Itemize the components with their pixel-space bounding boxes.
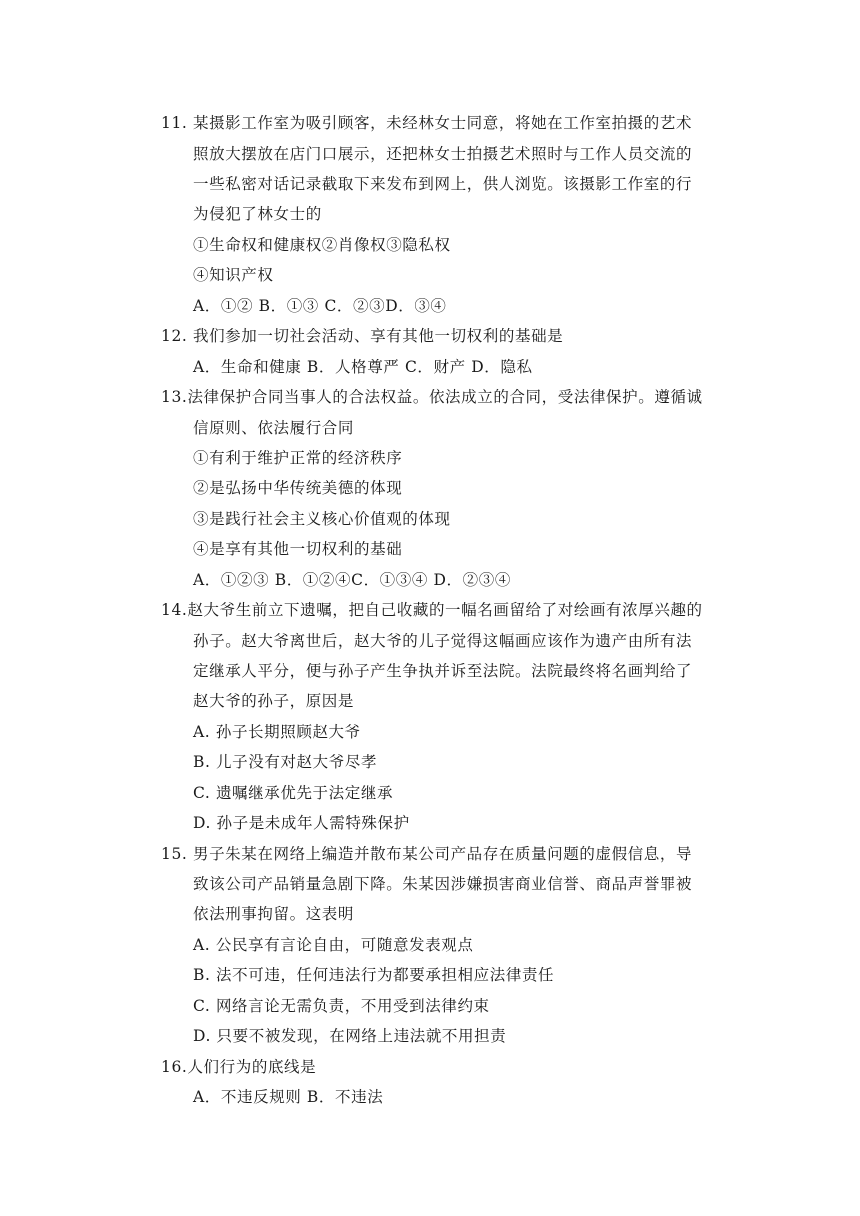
question-13-options: A．①②③ B．①②④C．①③④ D．②③④ [193,571,511,589]
question-16-stem: 16.人们行为的底线是 [161,1058,317,1076]
question-14-stem-line-3: 定继承人平分，便与孙子产生争执并诉至法院。法院最终将名画判给了 [193,662,693,680]
question-12-options: A．生命和健康 B．人格尊严 C．财产 D．隐私 [193,358,533,376]
question-11-stem-line-1: 11. 某摄影工作室为吸引顾客，未经林女士同意，将她在工作室拍摄的艺术 [161,114,693,132]
question-14-stem-line-2: 孙子。赵大爷离世后，赵大爷的儿子觉得这幅画应该作为遗产由所有法 [193,632,693,650]
question-14-option-a: A. 孙子长期照顾赵大爷 [193,723,361,741]
question-11-options: A．①② B．①③ C．②③D．③④ [193,297,447,315]
question-14-option-c: C. 遗嘱继承优先于法定继承 [193,784,394,802]
question-14-stem-line-1: 14.赵大爷生前立下遗嘱，把自己收藏的一幅名画留给了对绘画有浓厚兴趣的 [161,601,703,619]
question-11-stem-line-2: 照放大摆放在店门口展示，还把林女士拍摄艺术照时与工作人员交流的 [193,145,693,163]
question-11-stem-line-4: 为侵犯了林女士的 [193,205,322,223]
question-11-statements-line-2: ④知识产权 [193,266,274,284]
question-13-statement-3: ③是践行社会主义核心价值观的体现 [193,510,451,528]
question-13-statement-4: ④是享有其他一切权利的基础 [193,540,403,558]
question-15-option-c: C. 网络言论无需负责，不用受到法律约束 [193,997,490,1015]
question-15-stem-line-1: 15. 男子朱某在网络上编造并散布某公司产品存在质量问题的虚假信息，导 [161,845,693,863]
question-15-option-a: A. 公民享有言论自由，可随意发表观点 [193,936,474,954]
question-14-option-b: B. 儿子没有对赵大爷尽孝 [193,753,378,771]
question-13-stem-line-2: 信原则、依法履行合同 [193,419,355,437]
question-14-stem-line-4: 赵大爷的孙子，原因是 [193,692,355,710]
question-15-stem-line-2: 致该公司产品销量急剧下降。朱某因涉嫌损害商业信誉、商品声誉罪被 [193,875,693,893]
question-12-stem: 12. 我们参加一切社会活动、享有其他一切权利的基础是 [161,327,564,345]
question-16-options: A．不违反规则 B．不违法 [193,1088,384,1106]
question-11-stem-line-3: 一些私密对话记录截取下来发布到网上，供人浏览。该摄影工作室的行 [193,175,693,193]
question-15-option-b: B. 法不可违，任何违法行为都要承担相应法律责任 [193,966,555,984]
question-13-statement-2: ②是弘扬中华传统美德的体现 [193,479,403,497]
question-15-stem-line-3: 依法刑事拘留。这表明 [193,905,355,923]
question-13-statement-1: ①有利于维护正常的经济秩序 [193,449,403,467]
question-15-option-d: D. 只要不被发现，在网络上违法就不用担责 [193,1027,507,1045]
question-14-option-d: D. 孙子是未成年人需特殊保护 [193,814,410,832]
question-11-statements-line-1: ①生命权和健康权②肖像权③隐私权 [193,236,451,254]
question-13-stem-line-1: 13.法律保护合同当事人的合法权益。依法成立的合同，受法律保护。遵循诚 [161,388,703,406]
